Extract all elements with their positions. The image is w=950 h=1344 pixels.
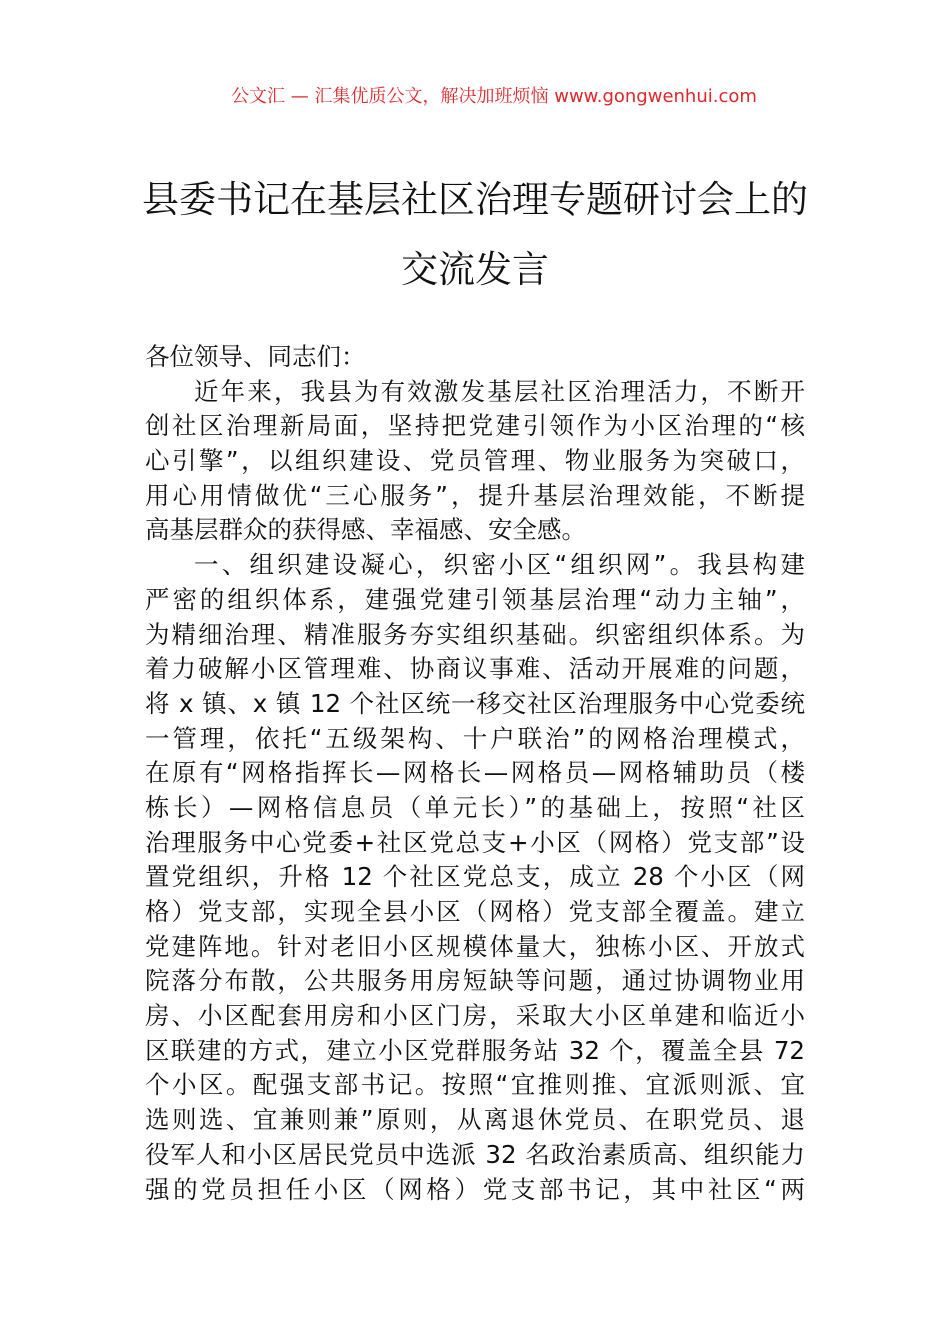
body-text-line: 用心用情做优“三心服务”，提升基层治理效能，不断提 [145, 480, 805, 510]
body-text-line: 院落分布散，公共服务用房短缺等问题，通过协调物业用 [145, 966, 805, 996]
body-text-line: 着力破解小区管理难、协商议事难、活动开展难的问题， [145, 654, 805, 684]
body-text-line: 格）党支部，实现全县小区（网格）党支部全覆盖。建立 [145, 897, 805, 926]
watermark-header: 公文汇 — 汇集优质公文，解决加班烦恼 www.gongwenhui.com [231, 86, 757, 107]
body-text-line: 置党组织，升格 12 个社区党总支，成立 28 个小区（网 [145, 862, 805, 892]
body-text-line: 个小区。配强支部书记。按照“宜推则推、宜派则派、宜 [145, 1070, 805, 1100]
body-text-line: 役军人和小区居民党员中选派 32 名政治素质高、组织能力 [145, 1139, 805, 1169]
document-title-line-1: 县委书记在基层社区治理专题研讨会上的 [142, 178, 808, 221]
body-text-line: 治理服务中心党委+社区党总支+小区（网格）党支部”设 [145, 827, 805, 857]
body-text-line: 区联建的方式，建立小区党群服务站 32 个，覆盖全县 72 [145, 1035, 805, 1065]
body-text-line: 为精细治理、精准服务夯实组织基础。织密组织体系。为 [145, 619, 805, 649]
body-text-line: 创社区治理新局面，坚持把党建引领作为小区治理的“核 [145, 411, 805, 441]
body-text-line: 党建阵地。针对老旧小区规模体量大，独栋小区、开放式 [145, 931, 805, 961]
body-text-line: 一管理，依托“五级架构、十户联治”的网格治理模式， [145, 723, 805, 753]
body-text-line: 房、小区配套用房和小区门房，采取大小区单建和临近小 [145, 1001, 805, 1031]
body-text-line: 将 x 镇、x 镇 12 个社区统一移交社区治理服务中心党委统 [145, 688, 805, 718]
body-text-line: 高基层群众的获得感、幸福感、安全感。 [145, 515, 586, 545]
body-text-line: 选则选、宜兼则兼”原则，从离退休党员、在职党员、退 [145, 1105, 805, 1135]
body-text-line: 近年来，我县为有效激发基层社区治理活力，不断开 [194, 376, 805, 406]
body-text-line: 在原有“网格指挥长—网格长—网格员—网格辅助员（楼 [145, 758, 805, 788]
body-text-line: 严密的组织体系，建强党建引领基层治理“动力主轴”， [145, 584, 805, 614]
body-text-line: 心引擎”，以组织建设、党员管理、物业服务为突破口， [145, 446, 805, 476]
document-title-line-2: 交流发言 [401, 248, 549, 291]
salutation: 各位领导、同志们： [145, 342, 366, 371]
body-text-line: 一、组织建设凝心，织密小区“组织网”。我县构建 [194, 550, 805, 580]
body-text-line: 栋长）—网格信息员（单元长）”的基础上，按照“社区 [145, 792, 805, 822]
body-text-line: 强的党员担任小区（网格）党支部书记，其中社区“两 [145, 1174, 805, 1204]
document-body [145, 340, 805, 1207]
